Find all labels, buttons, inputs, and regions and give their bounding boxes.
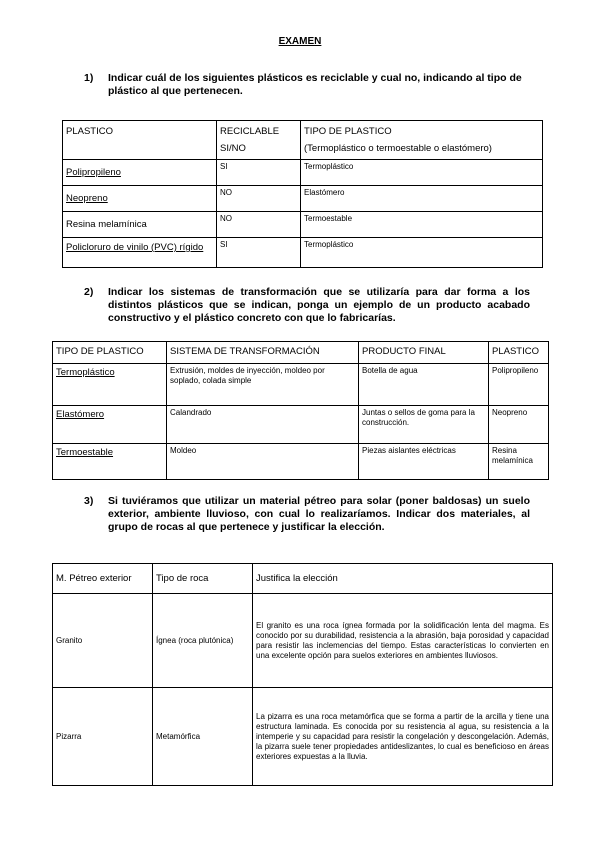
recyclable-value: SI bbox=[217, 238, 301, 268]
plastic-type-value: Termoestable bbox=[301, 212, 543, 238]
plastic-type: Termoplástico bbox=[53, 364, 167, 406]
header-cell-tipo: TIPO DE PLASTICO bbox=[53, 342, 167, 364]
table-row bbox=[63, 238, 543, 268]
stone-material: Pizarra bbox=[53, 688, 153, 786]
rock-type: Metamórfica bbox=[153, 688, 253, 786]
table-row bbox=[63, 160, 543, 186]
header-cell-material: M. Pétreo exterior bbox=[53, 564, 153, 594]
transformation-system: Extrusión, moldes de inyección, moldeo por soplado, colada simple bbox=[167, 364, 359, 406]
recyclable-value: NO bbox=[217, 186, 301, 212]
plastic-name: Resina melamínica bbox=[63, 212, 217, 238]
final-product: Juntas o sellos de goma para la construcción. bbox=[359, 406, 489, 444]
question-2-text: Indicar los sistemas de transformación que se utilizaría para dar forma a los distintos plásticos que se indican, ponga un ejemplo de un producto acabado constructivo y el plástico concreto con que lo fabricarías. bbox=[108, 286, 530, 324]
question-3-number: 3) bbox=[84, 495, 94, 507]
question-3-text: Si tuviéramos que utilizar un material pétreo para solar (poner baldosas) un suelo exterior, ambiente lluvioso, con cual lo realizaríamos. Indicar dos materiales, al grupo de rocas al que pertenece y justificar la elección. bbox=[108, 495, 530, 533]
plastic-name: Neopreno bbox=[63, 186, 217, 212]
question-2 bbox=[86, 286, 530, 325]
recyclable-value: SI bbox=[217, 160, 301, 186]
plastic-example: Polipropileno bbox=[489, 364, 549, 406]
table-row bbox=[53, 406, 549, 444]
table-row bbox=[63, 212, 543, 238]
table-row bbox=[63, 186, 543, 212]
header-cell-plastico: PLASTICO bbox=[489, 342, 549, 364]
header-cell-producto: PRODUCTO FINAL bbox=[359, 342, 489, 364]
table-row bbox=[53, 594, 553, 688]
question-3 bbox=[86, 495, 530, 534]
question-1-text: Indicar cuál de los siguientes plásticos es reciclable y cual no, indicando al tipo de plástico al que pertenecen. bbox=[108, 72, 522, 97]
header-cell-tipo: TIPO DE PLASTICO (Termoplástico o termoestable o elastómero) bbox=[301, 121, 543, 160]
header-cell-justification: Justifica la elección bbox=[253, 564, 553, 594]
plastic-name: Policloruro de vinilo (PVC) rígido bbox=[63, 238, 217, 268]
header-cell-reciclable: RECICLABLE SI/NO bbox=[217, 121, 301, 160]
table-row bbox=[53, 364, 549, 406]
header-cell-plastico: PLASTICO bbox=[63, 121, 217, 160]
transformation-system: Moldeo bbox=[167, 444, 359, 480]
header-cell-rock-type: Tipo de roca bbox=[153, 564, 253, 594]
plastic-type-value: Elastómero bbox=[301, 186, 543, 212]
plastic-name: Polipropileno bbox=[63, 160, 217, 186]
rock-type: Ígnea (roca plutónica) bbox=[153, 594, 253, 688]
question-2-number: 2) bbox=[84, 286, 94, 298]
plastic-type-value: Termoplástico bbox=[301, 160, 543, 186]
final-product: Botella de agua bbox=[359, 364, 489, 406]
table-row bbox=[53, 444, 549, 480]
justification-text: La pizarra es una roca metamórfica que se forma a partir de la arcilla y tiene una estructura laminada. Es conocida por su resistencia al agua, su resistencia a la intemperie y su capacidad para resistir la congelación y descongelación. Además, la pizarra suele tener propiedades antideslizantes, lo cual es beneficioso en áreas exteriores expuestas a la lluvia. bbox=[253, 688, 553, 786]
plastic-type: Elastómero bbox=[53, 406, 167, 444]
header-cell-sistema: SISTEMA DE TRANSFORMACIÓN bbox=[167, 342, 359, 364]
justification-text: El granito es una roca ígnea formada por la solidificación lenta del magma. Es conocido por su durabilidad, resistencia a la abrasión, baja porosidad y capacidad para resistir las inclemencias del tiempo. Estas características lo convierten en una excelente opción para suelos exteriores en ambientes lluviosos. bbox=[253, 594, 553, 688]
plastic-type: Termoestable bbox=[53, 444, 167, 480]
plastics-transformation-table bbox=[52, 341, 549, 480]
stone-material: Granito bbox=[53, 594, 153, 688]
plastic-example: Neopreno bbox=[489, 406, 549, 444]
question-1 bbox=[86, 72, 530, 98]
plastic-example: Resina melamínica bbox=[489, 444, 549, 480]
transformation-system: Calandrado bbox=[167, 406, 359, 444]
question-1-number: 1) bbox=[84, 72, 94, 84]
plastic-type-value: Termoplástico bbox=[301, 238, 543, 268]
plastics-recycling-table bbox=[62, 120, 543, 268]
table-row bbox=[53, 688, 553, 786]
final-product: Piezas aislantes eléctricas bbox=[359, 444, 489, 480]
stone-materials-table bbox=[52, 563, 553, 786]
exam-title: EXAMEN bbox=[278, 36, 322, 47]
recyclable-value: NO bbox=[217, 212, 301, 238]
